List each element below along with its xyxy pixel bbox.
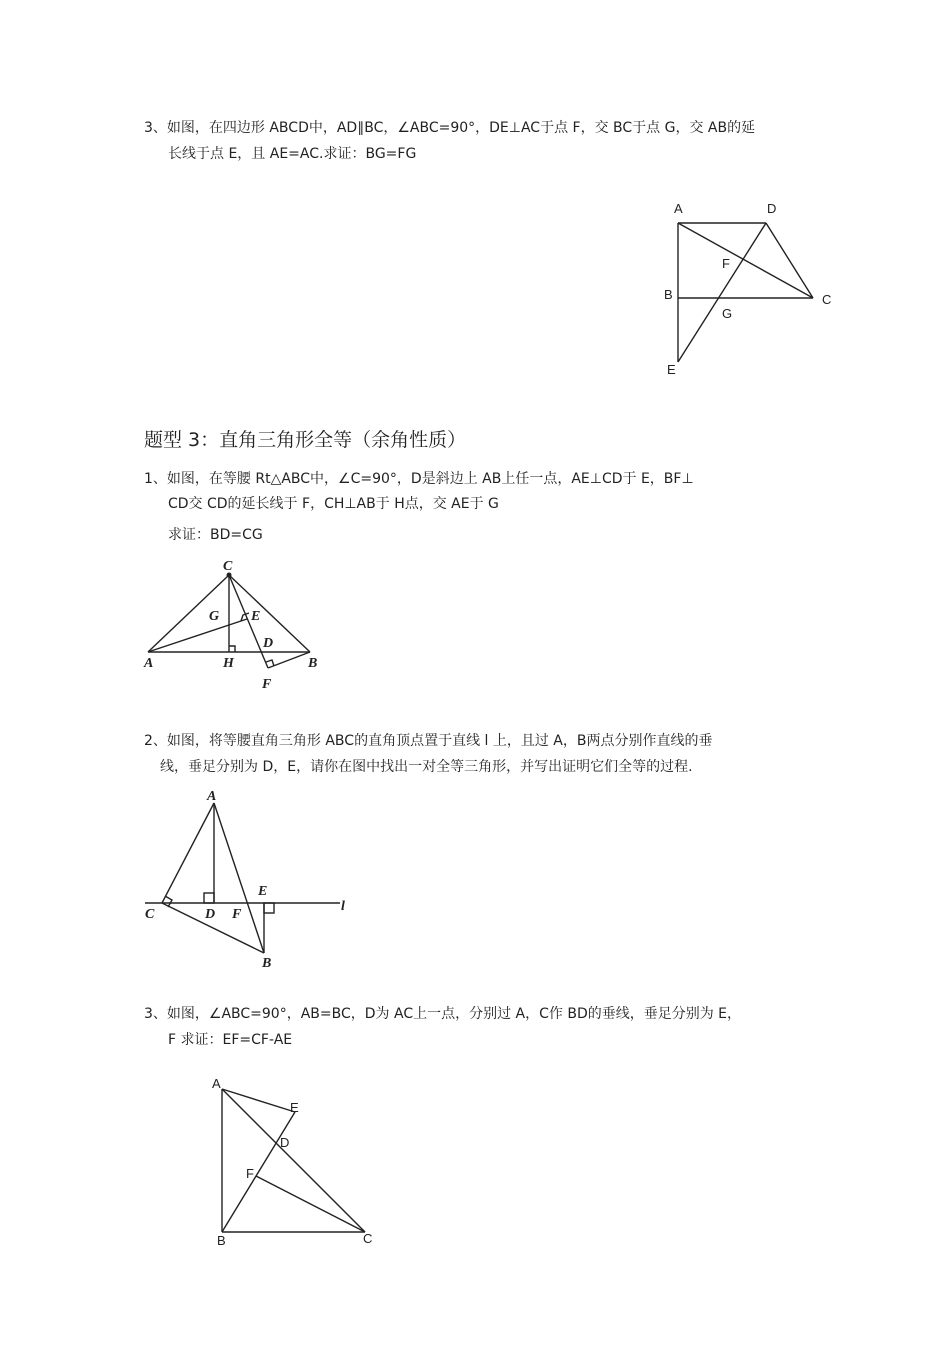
label-b: B	[262, 956, 272, 971]
problem-1-line2: CD交 CD的延长线于 F，CH⊥AB于 H点，交 AE于 G	[168, 496, 499, 512]
problem-a-line1: 3、如图，在四边形 ABCD中，AD∥BC，∠ABC=90°，DE⊥AC于点 F，交 BC于点 G，交 AB的延	[144, 120, 756, 136]
label-a: A	[212, 1076, 221, 1091]
segment-cf	[256, 1176, 365, 1232]
label-h: H	[223, 656, 234, 671]
problem-a-line2: 长线于点 E，且 AE=AC.求证：BG=FG	[168, 146, 417, 162]
problem-3-line1: 3、如图，∠ABC=90°，AB=BC，D为 AC上一点，分别过 A，C作 BD的垂线，垂足分别为 E，	[144, 1006, 742, 1022]
problem-2-line2: 线，垂足分别为 D，E，请你在图中找出一对全等三角形，并写出证明它们全等的过程.	[160, 759, 693, 775]
problem-1-line3: 求证：BD=CG	[168, 527, 263, 543]
label-l: l	[341, 899, 345, 914]
label-a: A	[207, 789, 217, 804]
problem-3-line2: F 求证：EF=CF-AE	[168, 1032, 293, 1048]
problem-2-line1: 2、如图，将等腰直角三角形 ABC的直角顶点置于直线 l 上，且过 A，B两点分别作直线的垂	[144, 733, 713, 749]
label-d: D	[263, 636, 274, 651]
label-e: E	[290, 1100, 299, 1115]
label-b: B	[217, 1233, 226, 1248]
label-a: A	[144, 656, 154, 671]
label-d: D	[205, 907, 216, 922]
segment-be	[222, 1112, 295, 1232]
label-b: B	[308, 656, 318, 671]
label-e: E	[258, 884, 268, 899]
problem-1-line1: 1、如图，在等腰 Rt△ABC中，∠C=90°，D是斜边上 AB上任一点，AE⊥CD于 E，BF⊥	[144, 471, 694, 487]
label-d: D	[767, 201, 777, 216]
label-a: A	[674, 201, 683, 216]
label-c: C	[223, 559, 233, 574]
section-title: 题型 3：直角三角形全等（余角性质）	[144, 429, 467, 451]
label-e: E	[251, 609, 261, 624]
label-b: B	[664, 287, 673, 302]
label-e: E	[667, 362, 676, 377]
label-c: C	[822, 292, 832, 307]
label-f: F	[232, 907, 242, 922]
label-f: F	[262, 677, 272, 692]
label-c: C	[363, 1231, 373, 1246]
label-g: G	[209, 609, 220, 624]
label-g: G	[722, 306, 733, 321]
label-f: F	[722, 256, 730, 271]
label-d: D	[280, 1135, 290, 1150]
label-c: C	[145, 907, 155, 922]
label-f: F	[246, 1166, 254, 1181]
